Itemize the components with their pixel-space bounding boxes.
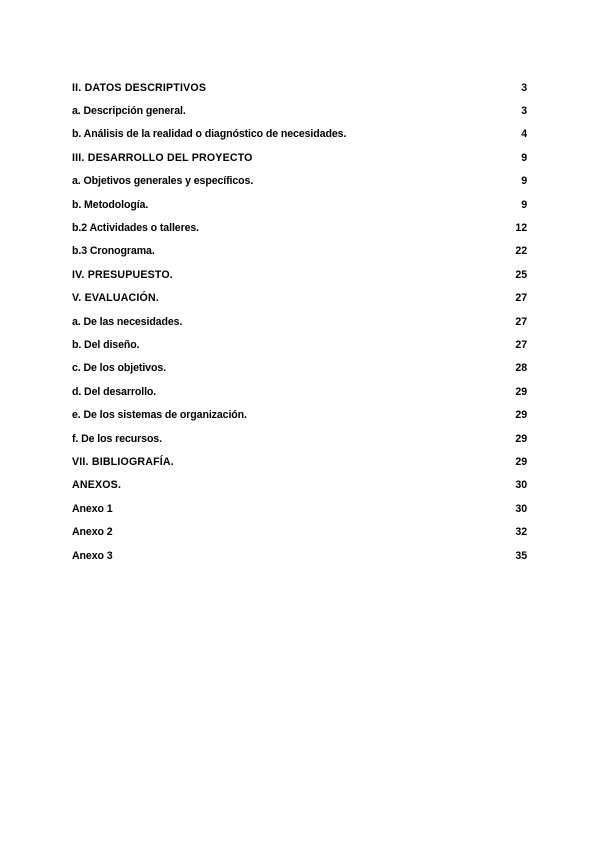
toc-entry-objetivos[interactable] (72, 170, 528, 193)
toc-entry-label: c. De los objetivos. (72, 362, 166, 375)
toc-entry-actividades-talleres[interactable] (72, 216, 528, 239)
toc-entry-label: a. Descripción general. (72, 105, 186, 118)
toc-entry-label: f. De los recursos. (72, 432, 162, 445)
toc-entry-anexo-3[interactable] (72, 544, 528, 567)
toc-entry-de-los-objetivos[interactable] (72, 357, 528, 380)
toc-entry-label: b.2 Actividades o talleres. (72, 222, 200, 235)
toc-entry-page: 27 (515, 292, 527, 305)
toc-entry-page: 22 (515, 245, 527, 258)
toc-entry-label: Anexo 2 (72, 526, 113, 539)
toc-entry-label: IV. PRESUPUESTO. (72, 268, 173, 281)
toc-entry-page: 3 (521, 105, 527, 118)
toc-entry-anexo-1[interactable] (72, 497, 528, 520)
toc-entry-metodologia[interactable] (72, 193, 528, 216)
toc-entry-label: ANEXOS. (72, 479, 122, 492)
toc-entry-page: 27 (515, 338, 527, 351)
toc-entry-recursos[interactable] (72, 427, 528, 450)
toc-entry-page: 3 (521, 81, 527, 94)
toc-entry-diseno[interactable] (72, 333, 528, 356)
toc-entry-page: 35 (515, 549, 527, 562)
toc-entry-anexo-2[interactable] (72, 520, 528, 543)
toc-entry-page: 9 (521, 198, 527, 211)
toc-entry-evaluacion[interactable] (72, 287, 528, 310)
toc-entry-page: 4 (521, 128, 527, 141)
toc-entry-bibliografia[interactable] (72, 450, 528, 473)
toc-entry-descripcion-general[interactable] (72, 99, 528, 122)
toc-entry-sistemas-organizacion[interactable] (72, 403, 528, 426)
toc-entry-necesidades[interactable] (72, 310, 528, 333)
toc-entry-label: a. Objetivos generales y específicos. (72, 175, 254, 188)
toc-entry-page: 28 (515, 362, 527, 375)
toc-entry-label: a. De las necesidades. (72, 315, 183, 328)
toc-entry-page: 12 (515, 222, 527, 235)
toc-entry-page: 32 (515, 526, 527, 539)
toc-entry-label: III. DESARROLLO DEL PROYECTO (72, 151, 253, 164)
toc-entry-anexos[interactable] (72, 474, 528, 497)
toc-entry-page: 30 (515, 479, 527, 492)
toc-entry-page: 29 (515, 432, 527, 445)
toc-entry-datos-descriptivos[interactable] (72, 76, 528, 99)
toc-entry-desarrollo-proyecto[interactable] (72, 146, 528, 169)
toc-entry-label: V. EVALUACIÓN. (72, 292, 159, 305)
table-of-contents (72, 76, 528, 567)
toc-entry-label: II. DATOS DESCRIPTIVOS (72, 81, 207, 94)
toc-entry-label: b. Metodología. (72, 198, 149, 211)
toc-entry-label: b.3 Cronograma. (72, 245, 155, 258)
toc-entry-page: 30 (515, 502, 527, 515)
toc-entry-cronograma[interactable] (72, 240, 528, 263)
toc-entry-label: VII. BIBLIOGRAFÍA. (72, 455, 174, 468)
toc-entry-desarrollo[interactable] (72, 380, 528, 403)
toc-entry-label: d. Del desarrollo. (72, 385, 157, 398)
toc-entry-page: 9 (521, 151, 527, 164)
toc-entry-label: e. De los sistemas de organización. (72, 409, 247, 422)
toc-entry-analisis-realidad[interactable] (72, 123, 528, 146)
toc-entry-presupuesto[interactable] (72, 263, 528, 286)
toc-entry-label: Anexo 3 (72, 549, 113, 562)
toc-entry-page: 27 (515, 315, 527, 328)
toc-entry-label: Anexo 1 (72, 502, 113, 515)
toc-entry-page: 29 (515, 409, 527, 422)
toc-entry-page: 9 (521, 175, 527, 188)
toc-entry-page: 29 (515, 385, 527, 398)
toc-entry-page: 25 (515, 268, 527, 281)
toc-entry-page: 29 (515, 455, 527, 468)
toc-entry-label: b. Análisis de la realidad o diagnóstico de necesidades. (72, 128, 347, 141)
toc-entry-label: b. Del diseño. (72, 338, 140, 351)
